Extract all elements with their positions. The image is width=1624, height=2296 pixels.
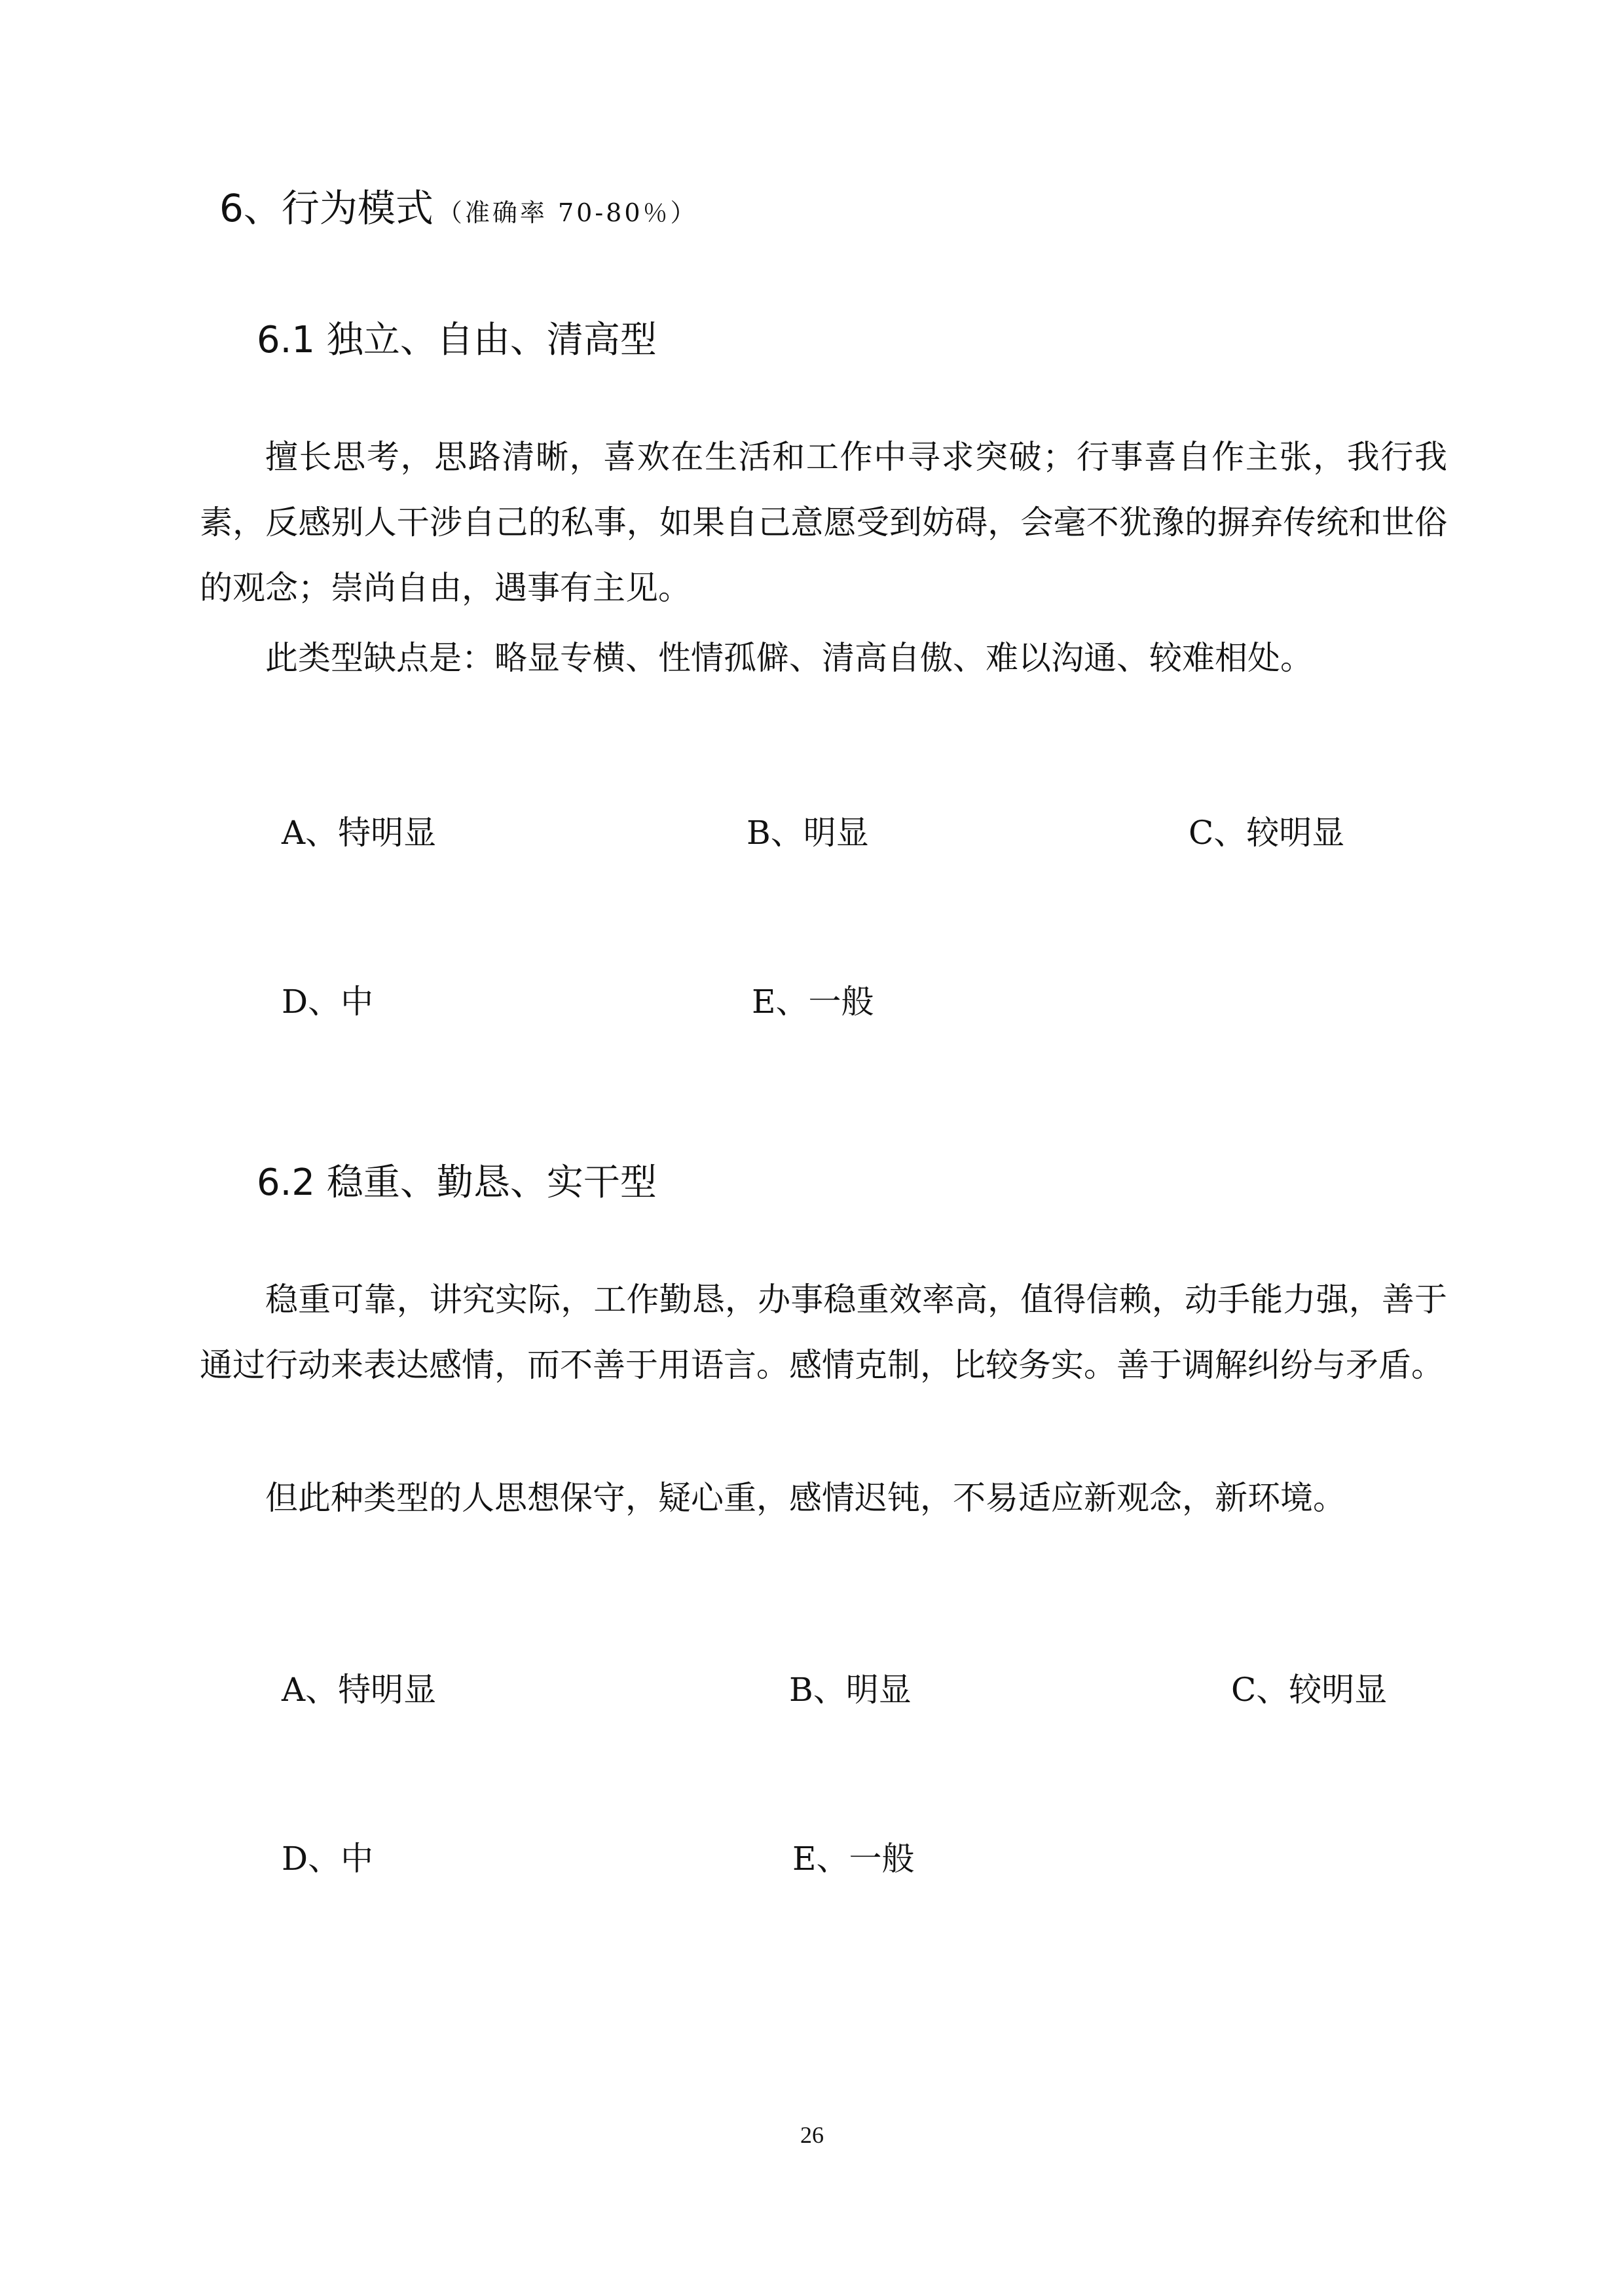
- option-b-6-2[interactable]: B、明显: [789, 1671, 912, 1709]
- subsection-title-6-2: 6.2 稳重、勤恳、实干型: [257, 1161, 657, 1204]
- option-a-6-1[interactable]: A、特明显: [282, 814, 437, 852]
- page-number: 26: [800, 2122, 824, 2148]
- option-d-6-1[interactable]: D、中: [282, 983, 374, 1021]
- option-a-6-2[interactable]: A、特明显: [282, 1671, 437, 1709]
- accuracy-note: （准确率 70-80％）: [437, 198, 698, 227]
- description-paragraph-6-1: 擅长思考，思路清晰，喜欢在生活和工作中寻求突破；行事喜自作主张，我行我素，反感别人干涉自己的私事，如果自己意愿受到妨碍，会毫不犹豫的摒弃传统和世俗的观念；崇尚自由，遇事有主见。: [200, 438, 1447, 607]
- subsection-title-6-1: 6.1 独立、自由、清高型: [257, 319, 657, 361]
- description-paragraph-6-2: 稳重可靠，讲究实际，工作勤恳，办事稳重效率高，值得信赖，动手能力强，善于通过行动来表达感情，而不善于用语言。感情克制，比较务实。善于调解纠纷与矛盾。: [200, 1281, 1447, 1384]
- drawback-paragraph-6-2: 但此种类型的人思想保守，疑心重，感情迟钝，不易适应新观念，新环境。: [265, 1479, 1346, 1517]
- option-e-6-2[interactable]: E、一般: [792, 1840, 915, 1878]
- option-c-6-1[interactable]: C、较明显: [1189, 814, 1345, 852]
- section-heading: [219, 182, 698, 239]
- option-b-6-1[interactable]: B、明显: [747, 814, 869, 852]
- option-d-6-2[interactable]: D、中: [282, 1840, 374, 1878]
- drawback-paragraph-6-1: 此类型缺点是：略显专横、性情孤僻、清高自傲、难以沟通、较难相处。: [265, 639, 1313, 677]
- section-title: 6、行为模式: [219, 186, 434, 230]
- option-c-6-2[interactable]: C、较明显: [1231, 1671, 1388, 1709]
- option-e-6-1[interactable]: E、一般: [752, 983, 874, 1021]
